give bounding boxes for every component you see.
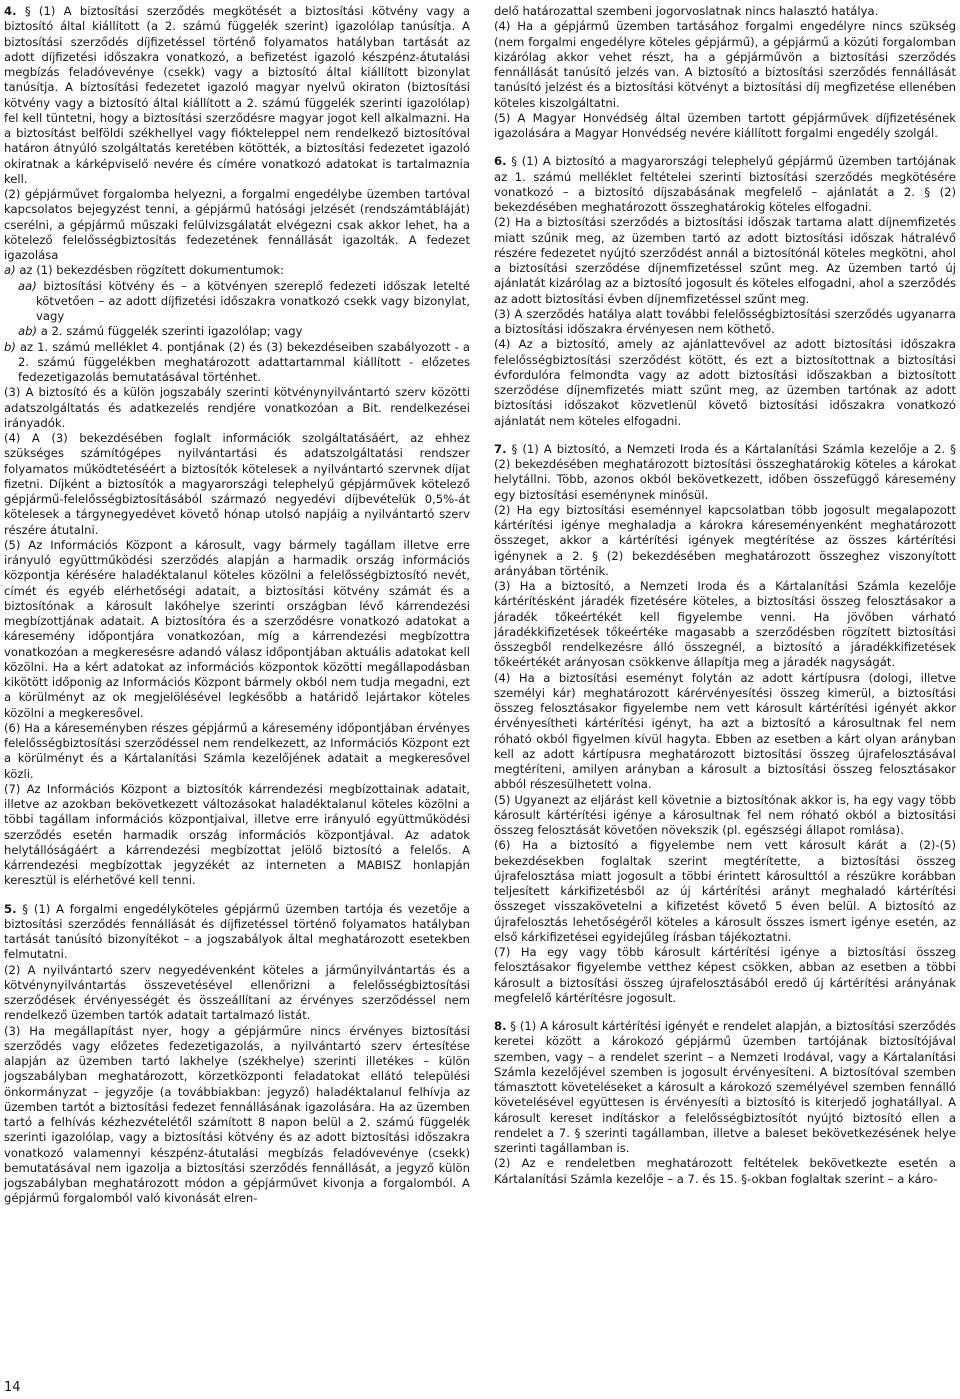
section-7-paragraph-6: (6) Ha a biztosító a figyelembe nem vett károsult kárát a (2)-(5) bekezdésekben foglaltak szerint megtérítette, a biztosítási összeg újrafelosztása miatt jogosult a többi érintett károsulttól a részükre korábban teljesített kárkifizetésből az új kártérítési arányt meghaladó kártérítési összeget visszakövetelni a kifizetést követő 5 éven belül. A biztosító az újrafelosztás lehetőségéről köteles a károsult összes ismert igénye esetén, az első kárkifizetései egyidejűleg írásban tájékoztatni. [494, 838, 956, 944]
section-4-paragraph-4: (4) A (3) bekezdésében foglalt információk szolgáltatásáért, az ehhez szükséges számítógépes nyilvántartási és adatszolgáltatási rendszer folyamatos működtetéséért a biztosítók kötelesek a nyilvántartó szervnek díjat fizetni. Díjként a biztosítók a magyarországi telephelyű gépjárművek kötelező gépjármű-felelősségbiztosításából származó negyedévi díjbevételük 0,5%-át kötelesek a tárgynegyedévet követő hónap utolsó napjáig a nyilvántartó szerv részére átutalni. [4, 431, 470, 537]
paragraph-text: § (1) A biztosító a magyarországi telephelyű gépjármű üzemben tartójának az 1. számú melléklet feltételei szerinti biztosítási szerződés megkötésére vonatkozó – a biztosító díjszabásának megfelelő – ajánlatát a 2. § (2) bekezdésében meghatározott összeghatárokig köteles elfogadni. [494, 154, 957, 214]
paragraph-text: § (1) A károsult kártérítési igényét e rendelet alapján, a biztosítási szerződés keretei között a károkozó gépjármű üzemben tartójának biztosítójával szemben, vagy – a rendelet szerint – a Nemzeti Irodával, vagy a Kártalanítási Számla kezelőjével szemben is jogosult érvényesíteni. A biztosítóval szemben támasztott követeléseket a károsult a károkozó személyével szemben fennálló követelésével együttesen is érvényesíti a biztosító is kiterjedő joghatállyal. A károsult kereset indításkor a felelősségbiztosítót nyújtó biztosító ellen a rendelet a 7. § szerinti tagállamban, illetve a baleset bekövetkezésének helye szerinti tagállamban is. [494, 1019, 957, 1155]
section-4-paragraph-3: (3) A biztosító és a külön jogszabály szerinti kötvénynyilvántartó szerv közötti adatszolgáltatás és adatkezelés rendjére vonatkozóan a Bit. rendelkezései irányadók. [4, 385, 470, 430]
section-number: 4. [4, 4, 17, 18]
list-label: ab) [18, 324, 37, 339]
section-7-paragraph-3: (3) Ha a biztosító, a Nemzeti Iroda és a Kártalanítási Számla kezelője kártérítésként járadék fizetésére köteles, a biztosítási összeg felosztásakor a járadék tőkeértékét kell figyelembe venni. Ha jövőben várható járadékkifizetések tőkeértéke magasabb a szerződésben rögzített biztosítási összegből rendelkezésre álló összegnél, a biztosító a járadékkifizetések tőkeértékét arányosan csökkenve állapítja meg a járadék nagyságát. [494, 579, 956, 670]
list-item-b [4, 340, 470, 386]
page-number: 14 [4, 1380, 21, 1395]
section-6-paragraph-2: (2) Ha a biztosítási szerződés a biztosítási időszak tartama alatt díjnemfizetés miatt szűnik meg, az üzemben tartó az adott biztosítási időszak hátralévő részére fedezetet nyújtó szerződést annál a biztosítónál köteles megkötni, ahol a biztosítási szerződése díjnemfizetéssel szűnt meg. Az üzemben tartó új ajánlatát kizárólag az a biztosító jogosult és köteles elfogadni, ahol a szerződés az adott biztosítási évben díjnemfizetéssel szűnt meg. [494, 215, 956, 306]
section-6-paragraph-4: (4) Az a biztosító, amely az ajánlattevővel az adott biztosítási időszakra felelősségbiztosítási szerződést kötött, és ezt a biztosítottnak a biztosítási évfordulóra felmondta vagy az adott biztosítási időszakban a biztosított szerződése díjnemfizetés miatt szűnt meg, az üzemben tartónak az adott biztosítási időszakot közvetlenül követő biztosítási időszakra vonatkozó ajánlatát nem köteles elfogadni. [494, 337, 956, 428]
paragraph-text: § (1) A forgalmi engedélyköteles gépjármű üzemben tartója és vezetője a biztosítási szerződés fennállását és díjfizetéssel történő folyamatos hatályban tartását tanúsító bizonyítékot – a jogszabályok által meghatározott esetekben felmutatni. [4, 901, 471, 962]
list-label: aa) [18, 278, 37, 293]
section-number: 5. [4, 901, 17, 916]
section-6-paragraph-3: (3) A szerződés hatálya alatt további felelősségbiztosítási szerződés ugyanarra a biztosítási időszakra érvényesen nem köthető. [494, 306, 956, 336]
list-label: a) [4, 263, 16, 278]
section-6-paragraph-1 [494, 154, 956, 215]
section-5-paragraph-3: (3) Ha megállapítást nyer, hogy a gépjárműre nincs érvényes biztosítási szerződés vagy előzetes fedezetigazolás, a nyilvántartó szerv értesítése alapján az üzemben tartó lakhelye (székhelye) szerinti illetékes – külön jogszabályban meghatározott, körzetközponti feladatokat ellátó települési önkormányzat – jegyzője (a továbbiakban: jegyző) haladéktalanul felhívja az üzemben tartót a biztosítási fedezet fennállásának igazolására. Ha az üzemben tartó a felhívás kézhezvételétől számított 8 napon belül a 2. számú függelék szerinti igazolólap, vagy a biztosítási kötvény és az adott biztosítási időszakra vonatkozó valamennyi készpénz-átutalási megbízás feladóvevénye (csekk) bemutatásával nem igazolja a biztosítási szerződés fennállását, a jegyző külön jogszabályban meghatározott módon a gépjárművet kivonja a forgalomból. A gépjármű forgalomból való kivonását elren- [4, 1023, 470, 1206]
section-8-paragraph-2: (2) Az e rendeletben meghatározott feltételek bekövetkezte esetén a Kártalanítási Számla kezelője – a 7. és 15. §-okban foglaltak szerint – a káro- [494, 1156, 956, 1186]
section-5-paragraph-1 [4, 902, 470, 963]
list-text: a 2. számú függelék szerinti igazolólap; vagy [40, 324, 303, 339]
section-4-paragraph-7: (7) Az Információs Központ a biztosítók kárrendezési megbízottainak adatait, illetve az azokban bekövetkezett változásokat haladéktalanul köteles közölni a többi tagállam információs központjaival, illetve erre irányuló együttműködési szerződés esetén harmadik ország információs központjával. Az adatok helytállóságáért a kárrendezési megbízottat jelölő biztosító a felelős. A kárrendezési megbízottak jegyzékét az interneten a MABISZ honlapján keresztül is elérhetővé kell tenni. [4, 781, 470, 888]
list-item-aa [4, 279, 470, 325]
section-5-paragraph-4: (4) Ha a gépjármű üzemben tartásához forgalmi engedélyre nincs szükség (nem forgalmi engedélyre köteles gépjármű), a gépjármű a közúti forgalomban kizárólag akkor vehet részt, ha a gépjárművön a biztosítási szerződés fennállását tanúsító jelzés van. A biztosító a biztosítási szerződés fennállását tanúsító jelzést és a biztosítási kötvényt a biztosítási díj megfizetése ellenében köteles kiszolgáltatni. [494, 19, 956, 110]
section-4-paragraph-5: (5) Az Információs Központ a károsult, vagy bármely tagállam illetve erre irányuló együttműködési szerződés alapján a harmadik ország információs központja kérésére haladéktalanul köteles közölni a felelősségbiztosító nevét, címét és egyéb elérhetőségi adatait, a biztosítási kötvény számát és a biztosítónak a károsult lakóhelye szerinti országban lévő kárrendezési megbízottjának adatait. A biztosítóra és a szerződésre vonatkozó adatokat a káresemény időpontjára vonatkozóan, míg a kárrendezési megbízottra vonatkozóan a megkeresésre adandó válasz időpontjában aktuális adatokat kell közölni. Ha a kért adatokat az információs központok közötti megállapodásban kikötött időponig az Információs Központ bármely okból nem tudja megadni, ezt a körülményt az ok megjelölésével legkésőbb a határidő lejártakor köteles közölni a megkeresővel. [4, 537, 470, 720]
section-number: 8. [494, 1019, 507, 1033]
section-8-paragraph-1 [494, 1019, 956, 1156]
section-7-paragraph-5: (5) Ugyanezt az eljárást kell követnie a biztosítónak akkor is, ha egy vagy több károsult kártérítési igénye a károsultnak fel nem róható okból a biztosítási összeg felosztását követően növekszik (pl. egészségi állapot romlása). [494, 792, 956, 837]
section-5-paragraph-5: (5) A Magyar Honvédség által üzemben tartott gépjárművek díjfizetésének igazolására a Magyar Honvédség nevére kiállított forgalmi engedély szolgál. [494, 110, 956, 140]
list-text: biztosítási kötvény és – a kötvényen szereplő fedezeti időszak letelté kötvetően – az adott díjfizetési időszakra vonatkozó csekk vagy bizonylat, vagy [36, 278, 471, 323]
section-4-paragraph-6: (6) Ha a káreseményben részes gépjármű a káresemény időpontjában érvényes felelősségbiztosítási szerződéssel nem rendelkezett, az Információs Központ ezt a körülményt és a Kártalanítási Számla kezelőjének adatait a megkeresővel közli. [4, 720, 470, 781]
right-column [494, 4, 956, 1187]
section-7-paragraph-1 [494, 442, 956, 503]
section-4-paragraph-2: (2) gépjárművet forgalomba helyezni, a forgalmi engedélybe üzemben tartóval kapcsolatos bejegyzést tenni, a gépjármű hatósági jelzését (rendszámtábláját) cserélni, a gépjármű műszaki felülvizsgálatát elvégezni csak akkor lehet, ha a kötelező felelősségbiztosítás fedezetének fennállását igazolták. A fedezet igazolása [4, 187, 470, 262]
section-number: 6. [494, 154, 507, 169]
left-column [4, 4, 470, 1207]
section-4-paragraph-1 [4, 4, 470, 187]
section-7-paragraph-2: (2) Ha egy biztosítási eseménnyel kapcsolatban több jogosult megalapozott kártérítési igénye meghaladja a károkra káreseményenként meghatározott összeget, akkor a kártérítési igények megtérítése az összes kártérítési igénynek a 2. § (2) bekezdésében meghatározott összeghez viszonyított arányában történik. [494, 502, 956, 578]
paragraph-text: § (1) A biztosító, a Nemzeti Iroda és a Kártalanítási Számla kezelője a 2. § (2) bekezdésében meghatározott biztosítási összeghatárokig köteles a károkat helytállni. Több, azonos okból bekövetkezett, időben összefüggő káresemény egy biztosítási eseménynek minősül. [494, 441, 956, 502]
list-text: az 1. számú melléklet 4. pontjának (2) és (3) bekezdéseiben szabályozott - a 2. számú függelékben meghatározott adattartammal kiállított - előzetes fedezetigazolás bemutatásával történhet. [18, 339, 470, 384]
list-item-ab [4, 324, 470, 339]
list-item-a [4, 263, 470, 278]
paragraph-text: § (1) A biztosítási szerződés megkötését a biztosítási kötvény vagy a biztosító által kiállított (a 2. számú függelék szerint) igazolólap tanúsítja. A biztosítási szerződés díjfizetéssel történő folyamatos hatályban tartását az adott díjfizetési időszakra vonatkozó, a befizetést igazoló készpénz-átutalási megbízás feladóvevénye (csekk) vagy a biztosító által kiállított bizonylat tanúsítja. A biztosítási fedezetet igazoló magyar nyelvű okiraton (biztosítási kötvény vagy a biztosító által kiállított a 2. számú függelék szerinti igazolólap) fel kell tüntetni, hogy a biztosítási szerződésre magyar jogot kell alkalmazni. Ha a biztosítást belföldi székhellyel vagy fiókteleppel nem rendelkező biztosítóval határon átnyúló szolgáltatás keretében kötötték, a biztosítási fedezetet igazoló okiratnak a kárképviselő nevére és címére vonatkozó adatokat is tartalmaznia kell. [4, 4, 471, 186]
list-label: b) [4, 339, 16, 354]
section-7-paragraph-7: (7) Ha egy vagy több károsult kártérítési igénye a biztosítási összeg felosztásakor figyelembe vetthez képest csökken, abban az esetben a többi károsult a biztosítási összeg újrafelosztásából eredő új kártérítési arányának megfelelő kártérítésre jogosult. [494, 945, 956, 1005]
section-5-paragraph-2: (2) A nyilvántartó szerv negyedévenként köteles a járműnyilvántartás és a kötvénynyilvántartás összevetésével ellenőrizni a felelősségbiztosítási szerződések érvényességét és összeállítani az érvényes szerződéssel nem rendelkező üzemben tartók adatait tartalmazó listát. [4, 962, 470, 1023]
section-7-paragraph-4: (4) Ha a biztosítási eseményt folytán az adott kártípusra (dologi, illetve személyi kár) meghatározott kárérvényesítési összeg kimerül, a biztosítási összeg felosztásakor figyelembe nem vett károsult kártérítési igényét akkor érvényesítheti kártérítési igényt, ha azt a biztosító a károsultnak fel nem róható okból figyelmen kívül hagyta. Ebben az esetben a kárt olyan arányban kell az adott kártípusra meghatározott biztosítási összeg újrafelosztásával megtéríteni, amilyen arányban a károsult a biztosítási összeg felosztásakor abból részesülhetett volna. [494, 670, 956, 792]
section-number: 7. [494, 441, 507, 456]
section-5-continuation: delő határozattal szembeni jogorvoslatnak nincs halasztó hatálya. [494, 4, 879, 18]
list-text: az (1) bekezdésben rögzített dokumentumok: [19, 263, 284, 278]
